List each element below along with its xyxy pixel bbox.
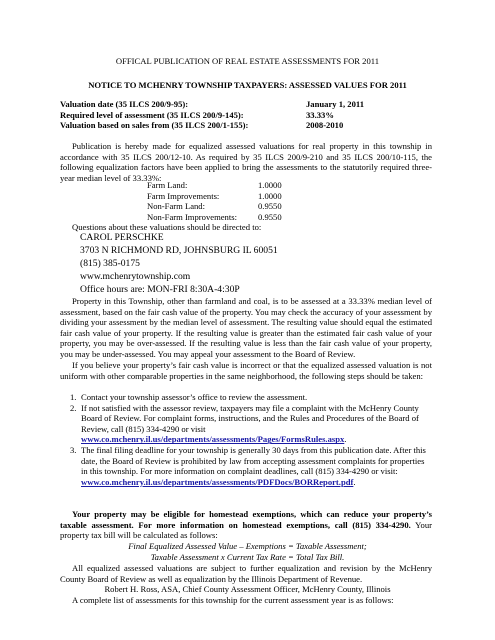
- assessment-level-value: 33.33%: [306, 109, 334, 120]
- property-paragraph: Property in this Township, other than farmland and coal, is to be assessed at a 33.33% median level of assessment, based on the fair cash value of the property. You may check the accuracy of your assessment by dividing your assessment by the median level of assessment. The resulting value should equal the estimated fair cash value of your property. If the resulting value is greater than the estimated fair cash value of your property, you may be over-assessed. If the resulting value is less than the fair cash value of your property, you may be under-assessed. You may appeal your assessment to the Board of Review.: [60, 296, 432, 359]
- list-item: 1. Contact your township assessor’s office to review the assessment.: [70, 392, 308, 402]
- intro-paragraph: Publication is hereby made for equalized assessed valuations for real property in this township in accordance with 35 ILCS 200/12-10. As required by 35 ILCS 200/9-210 and 35 ILCS 200/10-115, the following equalization factors have been applied to bring the assessments to the statutorily required three-year median level of 33.33%:: [60, 141, 432, 183]
- contact-name: CAROL PERSCHKE: [80, 232, 164, 243]
- steps-list: [60, 392, 432, 487]
- final-line: A complete list of assessments for this township for the current assessment year is as follows:: [72, 595, 394, 605]
- factor-value: 0.9550: [258, 211, 282, 222]
- bor-report-link[interactable]: www.co.mchenry.il.us/departments/assessments/PDFDocs/BORReport.pdf: [81, 476, 354, 487]
- steps-intro-paragraph: If you believe your property’s fair cash value is incorrect or that the equalized assessed valuation is not uniform with other comparable properties in the same neighborhood, the following steps should be taken:: [60, 360, 432, 381]
- equalization-paragraph: All equalized assessed valuations are subject to further equalization and revision by the McHenry County Board of Review as well as equalization by the Illinois Department of Revenue.: [60, 563, 432, 584]
- assessment-level-label: Required level of assessment (35 ILCS 200/9-145):: [60, 109, 244, 120]
- forms-rules-link[interactable]: www.co.mchenry.il.us/departments/assessments/Pages/FormsRules.aspx: [81, 434, 345, 445]
- signature-line: Robert H. Ross, ASA, Chief County Assessment Officer, McHenry County, Illinois: [104, 584, 391, 594]
- contact-address: 3703 N RICHMOND RD, JOHNSBURG IL 60051: [80, 245, 278, 256]
- contact-hours: Office hours are: MON-FRI 8:30A-4:30P: [80, 284, 240, 295]
- valuation-date-label: Valuation date (35 ILCS 200/9-95):: [60, 99, 189, 109]
- formula-line: Taxable Assessment x Current Tax Rate = Total Tax Bill.: [150, 551, 345, 562]
- factor-label: Non-Farm Improvements:: [147, 211, 237, 222]
- sales-range-label: Valuation based on sales from (35 ILCS 200/1-155):: [60, 120, 249, 130]
- contact-phone: (815) 385-0175: [80, 258, 140, 269]
- notice-heading: NOTICE TO MCHENRY TOWNSHIP TAXPAYERS: ASSESSED VALUES FOR 2011: [88, 80, 407, 90]
- publication-title: OFFICAL PUBLICATION OF REAL ESTATE ASSESSMENTS FOR 2011: [115, 56, 380, 66]
- tax-bill-intro: Your property tax bill will be calculated as follows:: [60, 519, 432, 541]
- list-item: 3. The final filing deadline for your township is generally 30 days from this publication date. After this date, the Board of Review is prohibited by law from accepting assessment complaints for properties in this township. For more information on complaint deadlines, call (815) 334-4290 or visit: www.co.mchenry.il.us/departments/assessments/PDFDocs/BORReport.pdf.: [70, 444, 426, 487]
- factor-value: 0.9550: [258, 201, 282, 211]
- homestead-notice: Your property may be eligible for homestead exemptions, which can reduce your property’s taxable assessment. For more information on homestead exemptions, call (815) 334-4290.: [60, 509, 432, 530]
- contact-website[interactable]: www.mchenrytownship.com: [80, 271, 191, 282]
- formula-line: Final Equalized Assessed Value – Exemptions = Taxable Assessment;: [128, 541, 367, 551]
- factor-label: Non-Farm Land:: [147, 201, 205, 211]
- list-item: 2. If not satisfied with the assessor review, taxpayers may file a complaint with the McHenry County Board of Review. For complaint forms, instructions, and the Rules and Procedures of the Board of Review, call (815) 334-4290 or visit www.co.mchenry.il.us/departments/assessments/Pages/FormsRules.aspx.: [70, 402, 419, 445]
- valuation-date-value: January 1, 2011: [306, 99, 365, 109]
- factor-label: Farm Land:: [147, 180, 188, 190]
- factor-value: 1.0000: [258, 180, 282, 190]
- factor-label: Farm Improvements:: [147, 190, 220, 201]
- factor-value: 1.0000: [258, 190, 282, 201]
- questions-line: Questions about these valuations should be directed to:: [72, 222, 262, 232]
- sales-range-value: 2008-2010: [306, 120, 344, 130]
- homestead-paragraph: [60, 509, 432, 541]
